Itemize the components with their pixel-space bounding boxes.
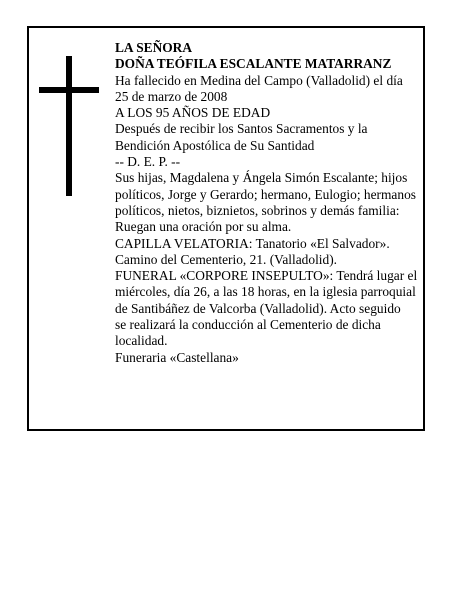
funeral-line-3: de Santibáñez de Valcorba (Valladolid). Acto seguido xyxy=(115,300,401,316)
obituary-notice xyxy=(27,26,425,431)
sacraments-line-1: Después de recibir los Santos Sacramentos y la xyxy=(115,121,368,137)
death-date: 25 de marzo de 2008 xyxy=(115,88,228,104)
funeral-line-4: se realizará la conducción al Cementerio de dicha xyxy=(115,317,381,333)
chapel-line-1: CAPILLA VELATORIA: Tanatorio «El Salvador». xyxy=(115,235,390,251)
heading-title: LA SEÑORA xyxy=(115,40,193,55)
prayer-request: Ruegan una oración por su alma. xyxy=(115,219,292,235)
chapel-line-2: Camino del Cementerio, 21. (Valladolid). xyxy=(115,251,338,267)
funeral-line-1: FUNERAL «CORPORE INSEPULTO»: Tendrá lugar el xyxy=(115,268,418,284)
funeral-home: Funeraria «Castellana» xyxy=(115,349,239,365)
cross-vertical-bar xyxy=(66,56,72,196)
family-line-1: Sus hijas, Magdalena y Ángela Simón Escalante; hijos xyxy=(115,170,408,186)
family-line-2: políticos, Jorge y Gerardo; hermano, Eulogio; hermanos xyxy=(115,186,416,202)
family-line-3: políticos, nietos, biznietos, sobrinos y demás familia: xyxy=(115,202,400,218)
deceased-name: DOÑA TEÓFILA ESCALANTE MATARRANZ xyxy=(115,56,392,72)
funeral-line-2: miércoles, día 26, a las 18 horas, en la iglesia parroquial xyxy=(115,284,416,300)
funeral-line-5: localidad. xyxy=(115,333,168,349)
death-statement-line-1: Ha fallecido en Medina del Campo (Valladolid) el día xyxy=(115,72,403,88)
cross-horizontal-bar xyxy=(39,87,99,93)
age-statement: A LOS 95 AÑOS DE EDAD xyxy=(115,105,271,121)
rip-line: -- D. E. P. -- xyxy=(115,154,181,170)
notice-text xyxy=(115,40,421,366)
sacraments-line-2: Bendición Apostólica de Su Santidad xyxy=(115,137,315,153)
latin-cross-icon xyxy=(39,56,99,196)
